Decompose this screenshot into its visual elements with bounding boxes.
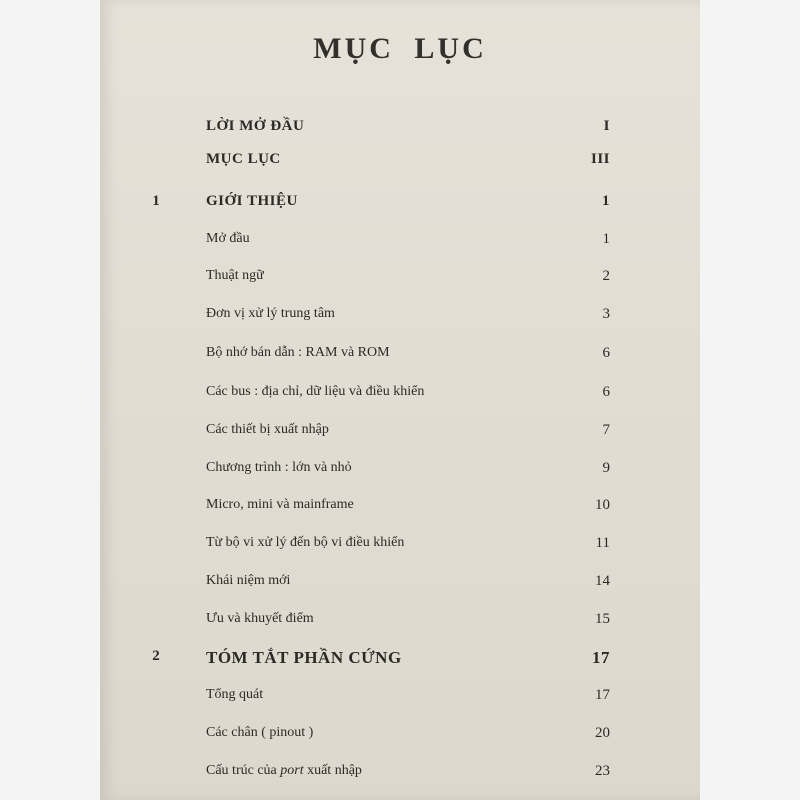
toc-entry: [0, 687, 800, 713]
toc-entry-page: 6: [602, 345, 610, 361]
toc-entry: [0, 725, 800, 751]
toc-entry-page: I: [603, 118, 610, 134]
toc-entry-page: 20: [595, 725, 610, 741]
toc-entry-preface: [0, 118, 800, 144]
toc-entry-label: Mở đầu: [206, 231, 250, 246]
toc-entry: [0, 763, 800, 789]
toc-entry: [0, 422, 800, 448]
toc-entry-label: Các bus : địa chỉ, dữ liệu và điều khiển: [206, 384, 425, 399]
toc-entry: [0, 611, 800, 637]
toc-entry-page: 1: [602, 193, 610, 209]
toc-entry-label: Ưu và khuyết điểm: [206, 611, 314, 626]
toc-entry-label: Micro, mini và mainframe: [206, 497, 354, 512]
toc-entry-label: LỜI MỞ ĐẦU: [206, 118, 305, 134]
toc-entry: [0, 384, 800, 410]
chapter-number: 2: [152, 648, 160, 664]
toc-entry-page: 11: [595, 535, 610, 551]
toc-entry-label: TÓM TẮT PHẦN CỨNG: [206, 648, 402, 667]
toc-entry-page: 6: [602, 384, 610, 400]
toc-entry-label: Thuật ngữ: [206, 268, 264, 283]
toc-entry: [0, 535, 800, 561]
toc-entry-page: 7: [602, 422, 610, 438]
toc-entry-page: 10: [595, 497, 610, 513]
toc-entry-label: Tổng quát: [206, 687, 264, 702]
toc-entry-page: 14: [595, 573, 610, 589]
toc-entry-label: Các thiết bị xuất nhập: [206, 422, 329, 437]
toc-entry-label: MỤC LỤC: [206, 151, 281, 167]
toc-entry: [0, 306, 800, 332]
toc-entry-contents: [0, 151, 800, 177]
page-title: MỤC LỤC: [313, 32, 487, 65]
toc-entry: [0, 345, 800, 371]
toc-entry-label: Từ bộ vi xử lý đến bộ vi điều khiển: [206, 535, 405, 550]
toc-entry-label: Khái niệm mới: [206, 573, 291, 588]
toc-entry-label: GIỚI THIỆU: [206, 193, 298, 209]
toc-entry: [0, 497, 800, 523]
toc-chapter-2: [0, 648, 800, 674]
toc-entry: [0, 573, 800, 599]
toc-entry-page: III: [590, 151, 610, 167]
toc-entry-page: 3: [602, 306, 610, 322]
toc-entry: [0, 268, 800, 294]
toc-entry-label: Các chân ( pinout ): [206, 725, 314, 740]
toc-entry-label: Chương trình : lớn và nhỏ: [206, 460, 352, 475]
toc-entry-page: 15: [595, 611, 610, 627]
toc-entry-page: 17: [595, 687, 610, 703]
toc-entry-page: 17: [592, 648, 610, 667]
toc-entry-page: 23: [595, 763, 610, 779]
toc-entry-page: 9: [602, 460, 610, 476]
chapter-number: 1: [152, 193, 160, 209]
toc-entry-label: Đơn vị xử lý trung tâm: [206, 306, 335, 321]
toc-entry: [0, 460, 800, 486]
toc-entry-label: Cấu trúc của port xuất nhập: [206, 763, 362, 778]
toc-entry-page: 1: [602, 231, 610, 247]
toc-entry: [0, 231, 800, 257]
toc-chapter-1: [0, 193, 800, 219]
toc-entry-page: 2: [602, 268, 610, 284]
toc-entry-label: Bộ nhớ bán dẫn : RAM và ROM: [206, 345, 390, 360]
